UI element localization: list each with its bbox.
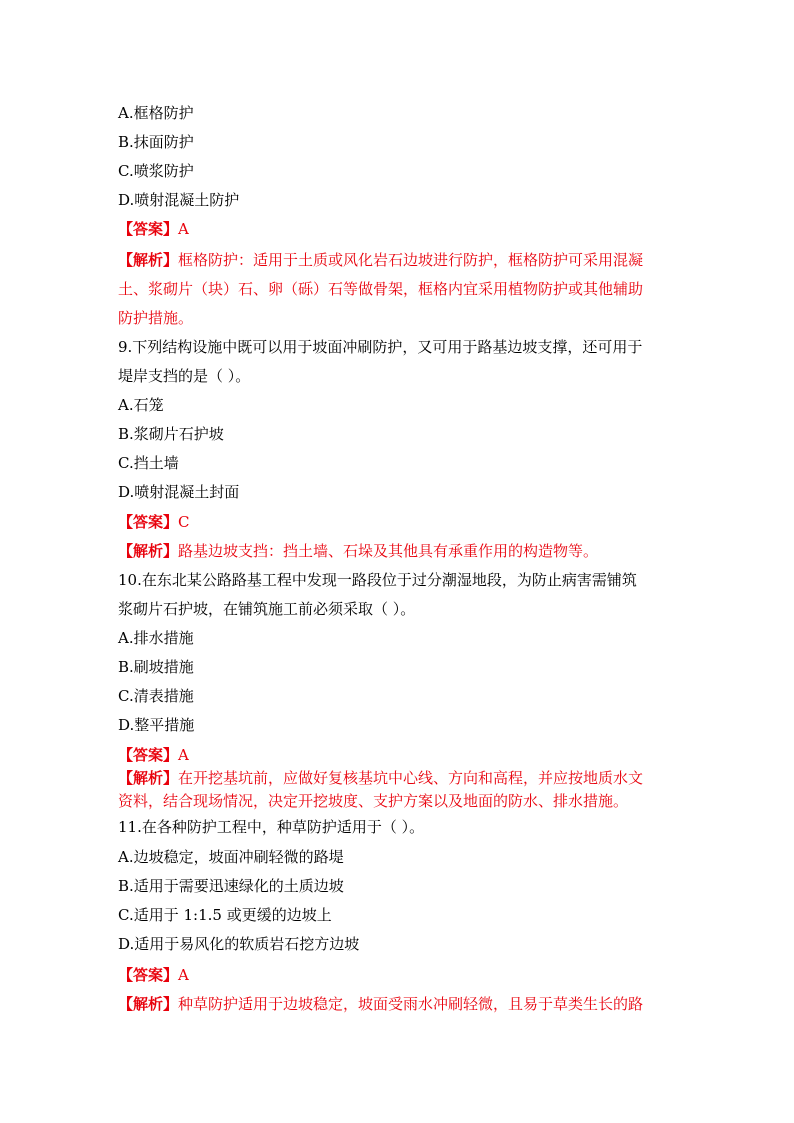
tag-label: 【答案】 — [118, 513, 179, 531]
tag-label: 【答案】 — [118, 220, 179, 238]
tag-label: 【解析】 — [118, 769, 179, 787]
tag-content: 框格防护：适用于土质或风化岩石边坡进行防护，框格防护可采用混凝 — [178, 251, 644, 269]
answer-line — [118, 512, 190, 532]
tag-content: 种草防护适用于边坡稳定，坡面受雨水冲刷轻微，且易于草类生长的路 — [178, 995, 644, 1013]
answer-line — [118, 745, 189, 765]
tag-content: A — [178, 746, 189, 764]
option-line: D.喷射混凝土封面 — [118, 483, 240, 501]
option-line: A.石笼 — [118, 396, 164, 414]
option-line: C.挡土墙 — [118, 454, 179, 472]
question-line: 11.在各种防护工程中，种草防护适用于（ ）。 — [118, 818, 425, 836]
tag-content: A — [178, 220, 189, 238]
option-line: B.适用于需要迅速绿化的土质边坡 — [118, 877, 344, 895]
question-line: 10.在东北某公路路基工程中发现一路段位于过分潮湿地段，为防止病害需铺筑 — [118, 571, 637, 589]
tag-label: 【答案】 — [118, 966, 179, 984]
option-line: C.适用于 1:1.5 或更缓的边坡上 — [118, 906, 332, 924]
tag-label: 【解析】 — [118, 251, 179, 269]
option-line: D.适用于易风化的软质岩石挖方边坡 — [118, 935, 360, 953]
option-line: B.抹面防护 — [118, 133, 194, 151]
option-line: D.整平措施 — [118, 716, 195, 734]
answer-line — [118, 965, 189, 985]
analysis-line: 土、浆砌片（块）石、卵（砾）石等做骨架，框格内宜采用植物防护或其他辅助 — [118, 280, 644, 298]
option-line: A.框格防护 — [118, 104, 194, 122]
tag-label: 【解析】 — [118, 542, 179, 560]
question-line: 9.下列结构设施中既可以用于坡面冲刷防护，又可用于路基边坡支撑，还可用于 — [118, 338, 643, 356]
analysis-line — [118, 768, 643, 788]
option-line: A.边坡稳定，坡面冲刷轻微的路堤 — [118, 848, 344, 866]
option-line: A.排水措施 — [118, 629, 194, 647]
question-line: 浆砌片石护坡，在铺筑施工前必须采取（ ）。 — [118, 600, 416, 618]
answer-line — [118, 219, 189, 239]
analysis-line — [118, 994, 643, 1014]
tag-label: 【解析】 — [118, 995, 179, 1013]
option-line: B.刷坡措施 — [118, 658, 194, 676]
analysis-line — [118, 250, 643, 270]
analysis-line: 资料，结合现场情况，决定开挖坡度、支护方案以及地面的防水、排水措施。 — [118, 792, 629, 810]
tag-content: 在开挖基坑前，应做好复核基坑中心线、方向和高程，并应按地质水文 — [178, 769, 644, 787]
tag-content: C — [178, 513, 190, 531]
analysis-line — [118, 541, 598, 561]
tag-content: 路基边坡支挡：挡土墙、石垛及其他具有承重作用的构造物等。 — [178, 542, 599, 560]
question-line: 堤岸支挡的是（ ）。 — [118, 367, 251, 385]
analysis-line: 防护措施。 — [118, 309, 194, 327]
option-line: C.喷浆防护 — [118, 162, 194, 180]
option-line: B.浆砌片石护坡 — [118, 425, 224, 443]
option-line: D.喷射混凝土防护 — [118, 191, 240, 209]
option-line: C.清表措施 — [118, 687, 194, 705]
tag-label: 【答案】 — [118, 746, 179, 764]
tag-content: A — [178, 966, 189, 984]
